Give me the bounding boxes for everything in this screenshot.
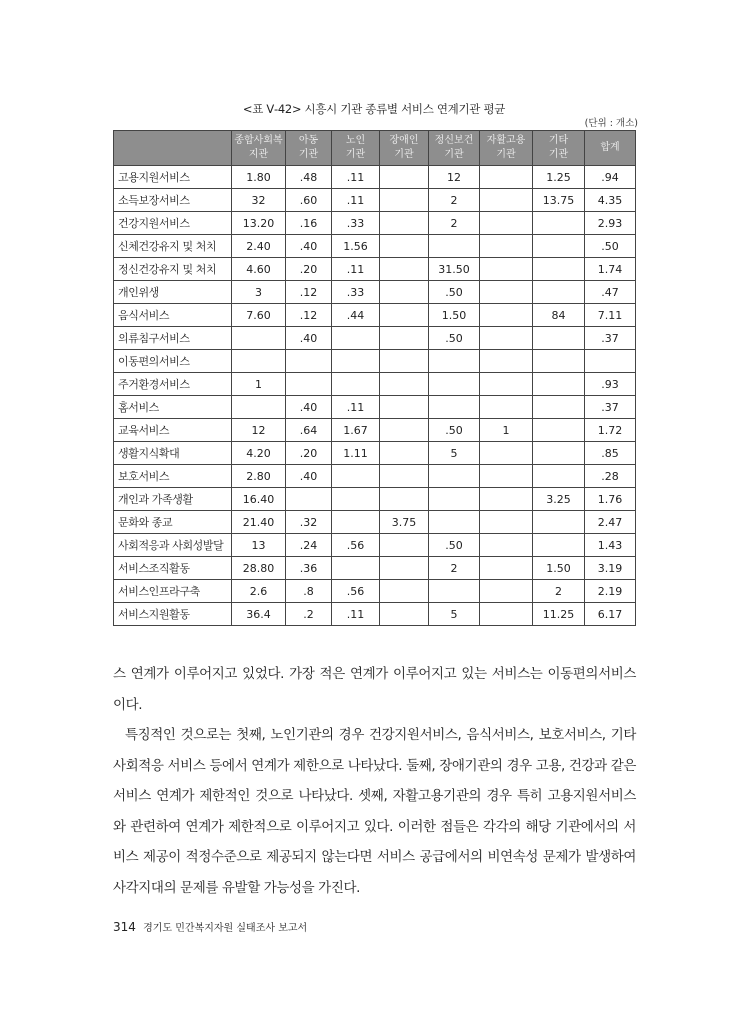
table-cell: .40	[286, 327, 332, 350]
table-cell	[533, 258, 585, 281]
table-row	[114, 488, 636, 511]
table-row	[114, 350, 636, 373]
table-cell: .50	[585, 235, 636, 258]
table-cell: .56	[332, 534, 380, 557]
table-cell	[380, 327, 429, 350]
column-header: 종합사회복 지관	[232, 131, 286, 166]
table-cell	[286, 350, 332, 373]
table-cell	[429, 465, 480, 488]
table-cell	[380, 166, 429, 189]
column-header: 아동 기관	[286, 131, 332, 166]
table-cell: 1.67	[332, 419, 380, 442]
table-unit-note: (단위 : 개소)	[584, 118, 638, 129]
row-label: 서비스지원활동	[114, 603, 232, 626]
row-label: 서비스조직활동	[114, 557, 232, 580]
table-cell: 1.25	[533, 166, 585, 189]
table-cell	[286, 488, 332, 511]
table-cell: 3	[232, 281, 286, 304]
table-row	[114, 327, 636, 350]
table-cell: .94	[585, 166, 636, 189]
table-cell: 12	[429, 166, 480, 189]
table-cell	[533, 327, 585, 350]
table-cell: .50	[429, 281, 480, 304]
table-cell	[232, 327, 286, 350]
table-cell	[429, 580, 480, 603]
table-caption: <표 Ⅴ-42> 시흥시 기관 종류별 서비스 연계기관 평균	[242, 102, 506, 116]
row-label: 생활지식확대	[114, 442, 232, 465]
table-cell: 2	[533, 580, 585, 603]
table-cell: .28	[585, 465, 636, 488]
table-cell: .11	[332, 396, 380, 419]
row-label: 음식서비스	[114, 304, 232, 327]
body-text	[113, 659, 636, 903]
table-cell: .40	[286, 396, 332, 419]
table-cell: .85	[585, 442, 636, 465]
table-cell: 28.80	[232, 557, 286, 580]
table-cell	[429, 373, 480, 396]
table-cell: 2.40	[232, 235, 286, 258]
table-cell	[585, 350, 636, 373]
table-cell: 1.76	[585, 488, 636, 511]
table-cell: 31.50	[429, 258, 480, 281]
table-cell: 1	[480, 419, 533, 442]
table-cell	[429, 350, 480, 373]
table-row	[114, 465, 636, 488]
table-cell	[480, 396, 533, 419]
table-cell: .48	[286, 166, 332, 189]
table-row	[114, 212, 636, 235]
table-row	[114, 189, 636, 212]
table-cell	[332, 350, 380, 373]
row-label: 개인과 가족생활	[114, 488, 232, 511]
table-cell: 7.60	[232, 304, 286, 327]
table-cell	[380, 488, 429, 511]
table-cell: 21.40	[232, 511, 286, 534]
table-row	[114, 166, 636, 189]
row-label: 신체건강유지 및 처치	[114, 235, 232, 258]
table-cell: 4.60	[232, 258, 286, 281]
table-cell	[286, 373, 332, 396]
table-cell: .20	[286, 442, 332, 465]
table-cell: .11	[332, 189, 380, 212]
table-cell	[380, 580, 429, 603]
table-cell: 6.17	[585, 603, 636, 626]
table-cell: 1.74	[585, 258, 636, 281]
table-row	[114, 396, 636, 419]
table-cell: .50	[429, 534, 480, 557]
table-cell	[533, 419, 585, 442]
table-cell	[480, 327, 533, 350]
table-cell	[480, 534, 533, 557]
table-cell	[480, 189, 533, 212]
table-cell: 1.50	[533, 557, 585, 580]
table-cell	[480, 488, 533, 511]
table-cell	[232, 396, 286, 419]
table-cell: 2.93	[585, 212, 636, 235]
table-cell: 2.19	[585, 580, 636, 603]
table-cell	[480, 166, 533, 189]
table-row	[114, 304, 636, 327]
table-cell	[332, 373, 380, 396]
table-cell	[332, 557, 380, 580]
table-cell	[332, 465, 380, 488]
table-row	[114, 603, 636, 626]
table-cell: 2.47	[585, 511, 636, 534]
table-cell: 3.19	[585, 557, 636, 580]
table-cell	[380, 212, 429, 235]
table-cell	[380, 442, 429, 465]
table-cell	[429, 396, 480, 419]
table-cell	[533, 281, 585, 304]
table-cell: 12	[232, 419, 286, 442]
column-header: 정신보건 기관	[429, 131, 480, 166]
table-cell: .12	[286, 281, 332, 304]
service-linkage-table	[113, 130, 636, 626]
table-cell	[480, 557, 533, 580]
table-cell: 13.20	[232, 212, 286, 235]
table-cell: 2.80	[232, 465, 286, 488]
row-label: 교육서비스	[114, 419, 232, 442]
table-cell: .56	[332, 580, 380, 603]
report-title: 경기도 민간복지자원 실태조사 보고서	[143, 923, 308, 934]
table-cell: .16	[286, 212, 332, 235]
table-cell	[429, 235, 480, 258]
table-cell: .37	[585, 396, 636, 419]
table-row	[114, 258, 636, 281]
table-cell: 3.75	[380, 511, 429, 534]
table-cell: .12	[286, 304, 332, 327]
table-cell	[480, 212, 533, 235]
table-cell: 84	[533, 304, 585, 327]
table-cell: .33	[332, 212, 380, 235]
table-row	[114, 534, 636, 557]
table-cell: 2	[429, 557, 480, 580]
table-cell	[380, 396, 429, 419]
table-cell	[480, 258, 533, 281]
table-row	[114, 580, 636, 603]
column-header	[114, 131, 232, 166]
table-cell	[480, 442, 533, 465]
table-cell	[429, 488, 480, 511]
table-cell: 36.4	[232, 603, 286, 626]
table-cell	[380, 603, 429, 626]
table-cell: 5	[429, 442, 480, 465]
table-cell	[480, 465, 533, 488]
table-cell: 1.43	[585, 534, 636, 557]
table-cell: .93	[585, 373, 636, 396]
paragraph-2: 특징적인 것으로는 첫째, 노인기관의 경우 건강지원서비스, 음식서비스, 보호서비스, 기타 사회적응 서비스 등에서 연계가 제한으로 나타났다. 둘째, 장애기관의 경우 고용, 건강과 같은 서비스 연계가 제한적인 것으로 나타났다. 셋째, 자활고용기관의 경우 특히 고용지원서비스와 관련하여 연계가 제한적으로 이루어지고 있다. 이러한 점들은 각각의 해당 기관에서의 서비스 제공이 적정수준으로 제공되지 않는다면 서비스 공급에서의 비연속성 문제가 발생하여 사각지대의 문제를 유발할 가능성을 가진다.	[113, 727, 636, 896]
table-cell: .20	[286, 258, 332, 281]
table-cell: 13.75	[533, 189, 585, 212]
table-cell	[480, 603, 533, 626]
table-cell: 2	[429, 189, 480, 212]
row-label: 홈서비스	[114, 396, 232, 419]
table-header-row	[114, 131, 636, 166]
table-row	[114, 511, 636, 534]
table-cell	[480, 373, 533, 396]
table-cell	[380, 373, 429, 396]
table-cell: .44	[332, 304, 380, 327]
table-cell: 1.11	[332, 442, 380, 465]
row-label: 이동편의서비스	[114, 350, 232, 373]
column-header: 합계	[585, 131, 636, 166]
table-cell: 11.25	[533, 603, 585, 626]
table-cell: .32	[286, 511, 332, 534]
row-label: 문화와 종교	[114, 511, 232, 534]
page-footer	[113, 919, 307, 934]
table-cell: .11	[332, 258, 380, 281]
row-label: 건강지원서비스	[114, 212, 232, 235]
table-row	[114, 442, 636, 465]
table-cell: 16.40	[232, 488, 286, 511]
table-cell: .24	[286, 534, 332, 557]
table-cell: 1.50	[429, 304, 480, 327]
table-cell: 1	[232, 373, 286, 396]
table-cell	[380, 557, 429, 580]
table-cell	[332, 488, 380, 511]
table-cell	[380, 350, 429, 373]
table-cell	[380, 304, 429, 327]
row-label: 사회적응과 사회성발달	[114, 534, 232, 557]
table-cell	[380, 235, 429, 258]
table-cell: 7.11	[585, 304, 636, 327]
table-cell	[480, 511, 533, 534]
table-cell	[533, 396, 585, 419]
table-cell: .11	[332, 166, 380, 189]
table-cell: .37	[585, 327, 636, 350]
column-header: 자활고용 기관	[480, 131, 533, 166]
table-body	[114, 166, 636, 626]
table-row	[114, 373, 636, 396]
table-row	[114, 419, 636, 442]
row-label: 의류침구서비스	[114, 327, 232, 350]
row-label: 고용지원서비스	[114, 166, 232, 189]
table-cell	[480, 235, 533, 258]
table-cell: .40	[286, 465, 332, 488]
table-cell	[533, 212, 585, 235]
table-cell: .47	[585, 281, 636, 304]
table-cell: .33	[332, 281, 380, 304]
column-header: 기타 기관	[533, 131, 585, 166]
table-cell: 4.35	[585, 189, 636, 212]
table-cell: 13	[232, 534, 286, 557]
table-cell	[533, 534, 585, 557]
table-cell: .2	[286, 603, 332, 626]
table-row	[114, 235, 636, 258]
table-cell: .11	[332, 603, 380, 626]
table-row	[114, 281, 636, 304]
table-cell	[480, 580, 533, 603]
table-cell	[533, 350, 585, 373]
table-cell: .36	[286, 557, 332, 580]
table-cell	[380, 189, 429, 212]
row-label: 개인위생	[114, 281, 232, 304]
row-label: 정신건강유지 및 처치	[114, 258, 232, 281]
column-header: 장애인 기관	[380, 131, 429, 166]
table-cell: .50	[429, 419, 480, 442]
table-cell	[332, 327, 380, 350]
table-cell: .8	[286, 580, 332, 603]
table-cell: 2	[429, 212, 480, 235]
table-cell: .50	[429, 327, 480, 350]
table-cell	[380, 258, 429, 281]
table-cell	[429, 511, 480, 534]
row-label: 보호서비스	[114, 465, 232, 488]
table-cell	[533, 235, 585, 258]
table-row	[114, 557, 636, 580]
table-cell: 4.20	[232, 442, 286, 465]
row-label: 주거환경서비스	[114, 373, 232, 396]
table-cell: 3.25	[533, 488, 585, 511]
row-label: 소득보장서비스	[114, 189, 232, 212]
table-cell	[533, 442, 585, 465]
table-cell	[480, 281, 533, 304]
table-cell	[232, 350, 286, 373]
table-cell: 2.6	[232, 580, 286, 603]
table-cell	[480, 350, 533, 373]
table-cell: 32	[232, 189, 286, 212]
table-cell: .40	[286, 235, 332, 258]
table-cell: 5	[429, 603, 480, 626]
table-cell	[380, 534, 429, 557]
table-cell: .64	[286, 419, 332, 442]
table-cell: 1.80	[232, 166, 286, 189]
paragraph-1: 스 연계가 이루어지고 있었다. 가장 적은 연계가 이루어지고 있는 서비스는 이동편의서비스이다.	[113, 666, 636, 713]
row-label: 서비스인프라구축	[114, 580, 232, 603]
table-cell: 1.72	[585, 419, 636, 442]
table-cell	[533, 511, 585, 534]
table-cell	[533, 465, 585, 488]
table-cell	[380, 465, 429, 488]
table-cell	[332, 511, 380, 534]
table-cell	[380, 419, 429, 442]
table-cell: 1.56	[332, 235, 380, 258]
table-cell	[380, 281, 429, 304]
table-cell	[480, 304, 533, 327]
page-number: 314	[113, 920, 136, 934]
table-cell: .60	[286, 189, 332, 212]
column-header: 노인 기관	[332, 131, 380, 166]
table-cell	[533, 373, 585, 396]
